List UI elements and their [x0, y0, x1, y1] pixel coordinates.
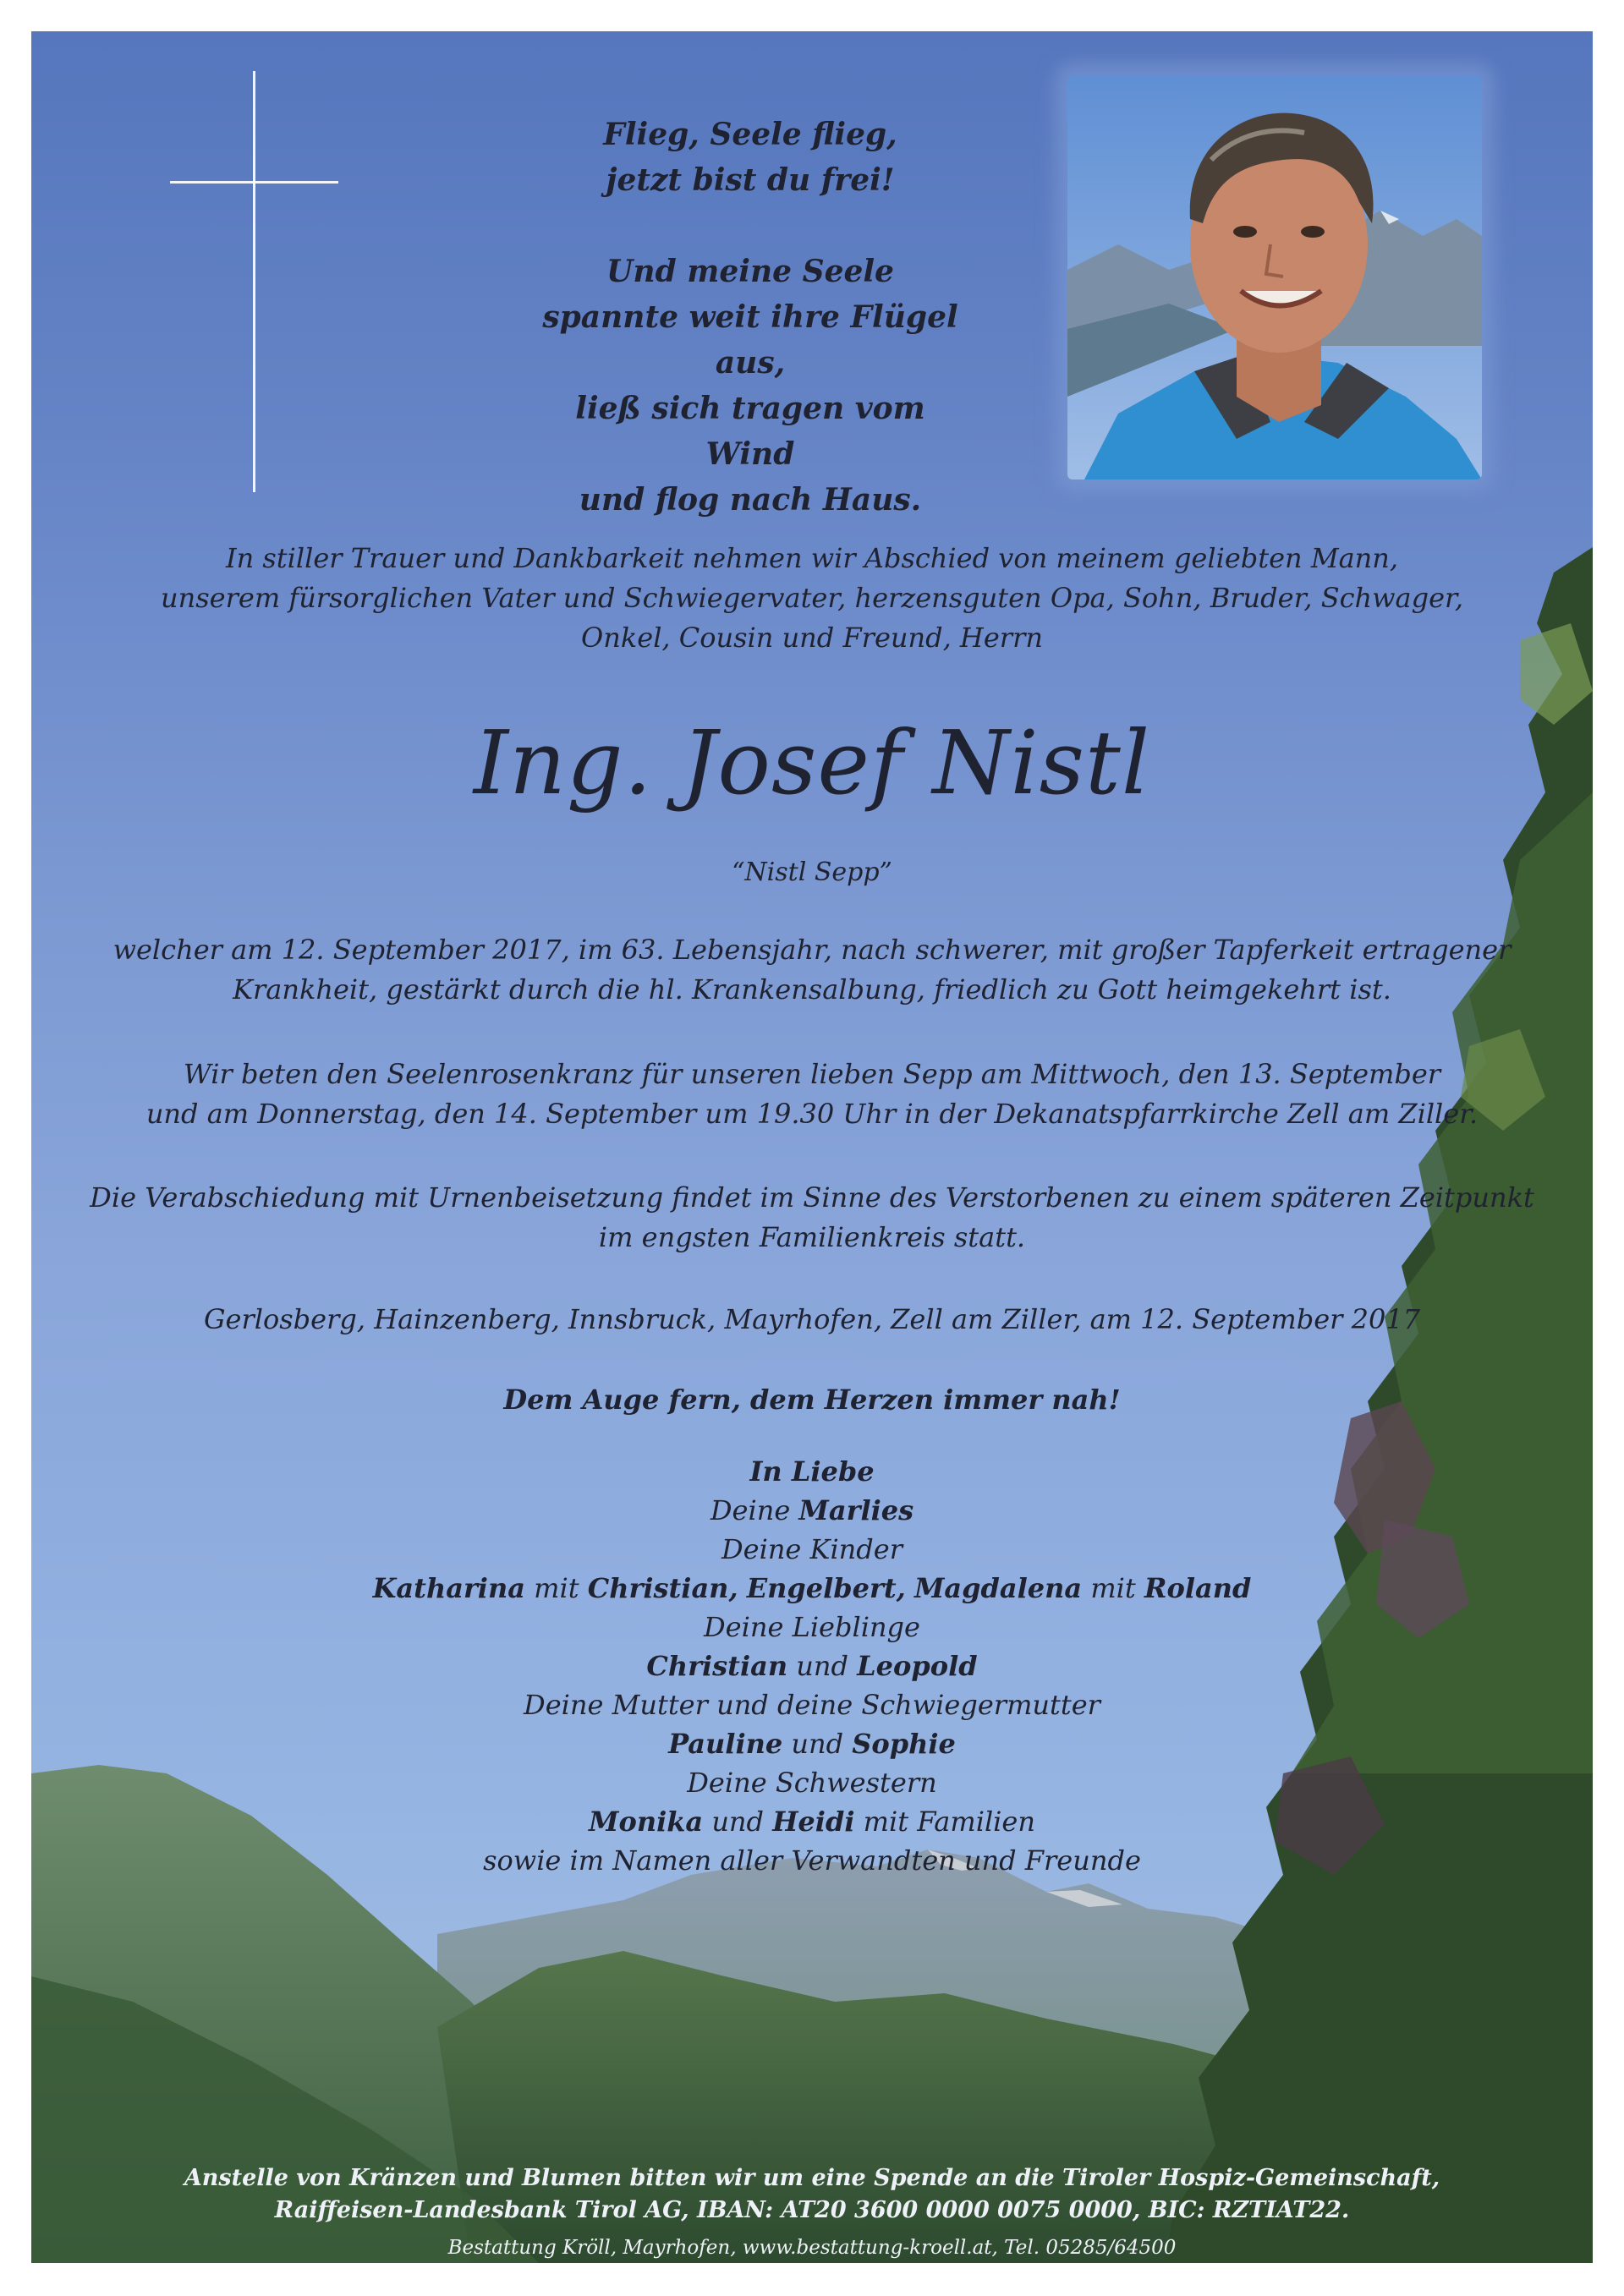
connector: und	[791, 1728, 844, 1760]
deceased-name: Ing. Josef Nistl	[473, 711, 1151, 814]
motto: Dem Auge fern, dem Herzen immer nah!	[503, 1384, 1121, 1416]
intro-line: unserem fürsorglichen Vater und Schwiegervater, herzensguten Opa, Sohn, Bruder, Schwager,	[161, 582, 1463, 614]
poem	[539, 112, 962, 568]
poem-line: ließ sich tragen vom Wind	[575, 391, 925, 472]
intro-text	[31, 539, 1593, 658]
intro-line: Onkel, Cousin und Freund, Herrn	[581, 622, 1043, 654]
paragraph-line: Krankheit, gestärkt durch die hl. Krankensalbung, friedlich zu Gott heimgekehrt ist.	[233, 973, 1391, 1006]
connector: und	[796, 1650, 848, 1682]
donation-note	[31, 2162, 1593, 2227]
family-member: Engelbert,	[746, 1572, 906, 1604]
paragraph-line: Wir beten den Seelenrosenkranz für unseren lieben Sepp am Mittwoch, den 13. September	[183, 1058, 1441, 1090]
footer-line: Raiffeisen-Landesbank Tirol AG, IBAN: AT20 3600 0000 0075 0000, BIC: RZTIAT22.	[274, 2197, 1350, 2223]
obituary-card	[31, 31, 1593, 2263]
in-liebe: In Liebe	[749, 1455, 875, 1488]
portrait-photo	[1067, 75, 1482, 479]
farewell-paragraph	[31, 1178, 1593, 1258]
places-date: Gerlosberg, Hainzenberg, Innsbruck, Mayrhofen, Zell am Ziller, am 12. September 2017	[203, 1303, 1421, 1335]
death-paragraph	[31, 930, 1593, 1010]
paragraph-line: im engsten Familienkreis statt.	[598, 1221, 1026, 1253]
connector: mit	[534, 1572, 579, 1604]
family-member: Leopold	[857, 1650, 978, 1682]
paragraph-line: welcher am 12. September 2017, im 63. Lebensjahr, nach schwerer, mit großer Tapferkeit ertragener	[112, 934, 1512, 966]
family-member: Marlies	[798, 1494, 914, 1526]
relation-label: Deine	[710, 1494, 791, 1526]
poem-line: Und meine Seele	[606, 254, 894, 289]
poem-line: jetzt bist du frei!	[606, 162, 895, 198]
relation-label: Deine Mutter und deine Schwiegermutter	[524, 1689, 1100, 1721]
family-member: Christian	[646, 1650, 788, 1682]
poem-line: spannte weit ihre Flügel aus,	[542, 299, 958, 381]
cross-icon-bar	[170, 181, 338, 184]
family-member: Pauline	[668, 1728, 783, 1760]
relation-label: Deine Kinder	[721, 1533, 903, 1565]
family-member: Roland	[1144, 1572, 1252, 1604]
funeral-home-credit: Bestattung Kröll, Mayrhofen, www.bestattung-kroell.at, Tel. 05285/64500	[447, 2237, 1177, 2259]
family-member: Heidi	[772, 1806, 855, 1838]
relation-label: sowie im Namen aller Verwandten und Freunde	[483, 1844, 1141, 1877]
family-member: Monika	[589, 1806, 704, 1838]
cross-icon	[253, 71, 255, 492]
family-member: Christian,	[587, 1572, 738, 1604]
family-member: Sophie	[852, 1728, 956, 1760]
family-member: Magdalena	[914, 1572, 1083, 1604]
intro-line: In stiller Trauer und Dankbarkeit nehmen wir Abschied von meinem geliebten Mann,	[225, 542, 1399, 574]
family-list	[31, 1452, 1593, 1880]
paragraph-line: Die Verabschiedung mit Urnenbeisetzung findet im Sinne des Verstorbenen zu einem späteren Zeitpunkt	[90, 1181, 1534, 1214]
relation-label: Deine Schwestern	[687, 1767, 937, 1799]
connector: und	[711, 1806, 765, 1838]
relation-label: Deine Lieblinge	[704, 1611, 920, 1643]
family-member: Katharina	[372, 1572, 525, 1604]
poem-line: und flog nach Haus.	[579, 482, 922, 518]
poem-line: Flieg, Seele flieg,	[603, 117, 897, 152]
paragraph-line: und am Donnerstag, den 14. September um 19.30 Uhr in der Dekanatspfarrkirche Zell am Ziller.	[145, 1098, 1479, 1130]
footer-line: Anstelle von Kränzen und Blumen bitten wir um eine Spende an die Tiroler Hospiz-Gemeinschaft,	[184, 2165, 1440, 2191]
connector: mit Familien	[863, 1806, 1035, 1838]
nickname: “Nistl Sepp”	[732, 858, 892, 887]
connector: mit	[1090, 1572, 1136, 1604]
rosary-paragraph	[31, 1055, 1593, 1134]
